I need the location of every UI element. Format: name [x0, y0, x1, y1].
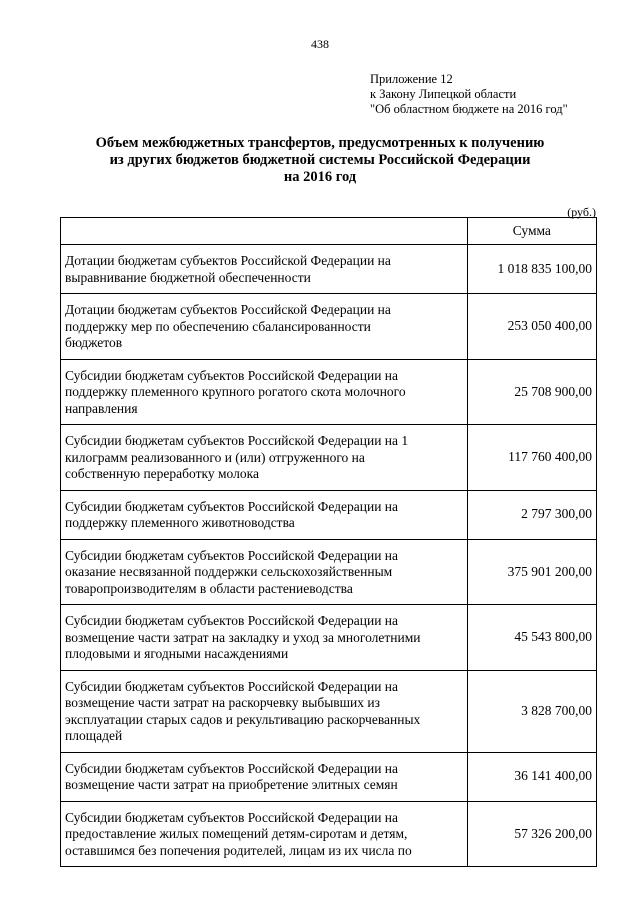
description-line: Субсидии бюджетам субъектов Российской Федерации на — [65, 367, 399, 383]
transfer-amount: 3 828 700,00 — [467, 670, 596, 752]
table-row — [61, 752, 597, 801]
description-line: Дотации бюджетам субъектов Российской Федерации на — [65, 253, 391, 268]
header-description-cell — [61, 218, 468, 245]
description-line: направления — [65, 400, 138, 416]
table-row — [61, 425, 597, 491]
transfer-amount: 36 141 400,00 — [467, 752, 596, 801]
table-header-row — [61, 218, 597, 245]
table-row — [61, 359, 597, 425]
table-row — [61, 801, 597, 867]
appendix-line: к Закону Липецкой области — [370, 87, 517, 101]
document-title — [40, 135, 600, 186]
transfer-description — [61, 245, 468, 294]
description-line: оставшимся без попечения родителей, лицам из их числа по — [65, 842, 412, 858]
transfer-amount: 45 543 800,00 — [467, 605, 596, 671]
table-row — [61, 670, 597, 752]
description-line: Субсидии бюджетам субъектов Российской Федерации на — [65, 498, 399, 514]
table-row — [61, 490, 597, 539]
transfer-amount: 25 708 900,00 — [467, 359, 596, 425]
description-line: выравнивание бюджетной обеспеченности — [65, 269, 311, 285]
transfers-table — [60, 217, 597, 867]
title-line: на 2016 год — [283, 169, 357, 185]
transfer-amount: 117 760 400,00 — [467, 425, 596, 491]
table-row — [61, 294, 597, 360]
transfer-amount: 57 326 200,00 — [467, 801, 596, 867]
transfer-description — [61, 605, 468, 671]
title-line: из других бюджетов бюджетной системы Российской Федерации — [109, 152, 531, 168]
description-line: бюджетов — [65, 335, 123, 350]
description-line: килограмм реализованного и (или) отгруженного на — [65, 449, 365, 465]
description-line: Субсидии бюджетам субъектов Российской Федерации на — [65, 809, 399, 825]
table-row — [61, 245, 597, 294]
description-line: Дотации бюджетам субъектов Российской Федерации на — [65, 302, 391, 317]
description-line: оказание несвязанной поддержки сельскохозяйственным — [65, 564, 393, 579]
description-line: Субсидии бюджетам субъектов Российской Федерации на — [65, 760, 399, 776]
description-line: предоставление жилых помещений детям-сиротам и детям, — [65, 826, 408, 841]
transfer-description — [61, 670, 468, 752]
description-line: Субсидии бюджетам субъектов Российской Федерации на — [65, 613, 399, 628]
transfers-table-body — [61, 218, 597, 867]
transfer-description — [61, 539, 468, 605]
transfer-amount: 1 018 835 100,00 — [467, 245, 596, 294]
description-line: возмещение части затрат на приобретение элитных семян — [65, 777, 398, 792]
transfer-description — [61, 752, 468, 801]
description-line: поддержку мер по обеспечению сбалансированности — [65, 318, 371, 334]
description-line: Субсидии бюджетам субъектов Российской Федерации на — [65, 547, 399, 563]
table-row — [61, 539, 597, 605]
description-line: возмещение части затрат на раскорчевку выбывших из — [65, 695, 380, 710]
transfer-description — [61, 294, 468, 360]
header-amount-cell: Сумма — [467, 218, 596, 245]
appendix-line: Приложение 12 — [370, 72, 453, 86]
description-line: Субсидии бюджетам субъектов Российской Федерации на 1 — [65, 433, 409, 448]
transfer-description — [61, 490, 468, 539]
description-line: поддержку племенного крупного рогатого скота молочного — [65, 384, 406, 399]
description-line: поддержку племенного животноводства — [65, 515, 295, 530]
transfer-amount: 253 050 400,00 — [467, 294, 596, 360]
description-line: плодовыми и ягодными насаждениями — [65, 646, 289, 661]
page-number: 438 — [311, 37, 329, 51]
description-line: возмещение части затрат на закладку и уход за многолетними — [65, 629, 421, 645]
transfer-description — [61, 801, 468, 867]
title-line: Объем межбюджетных трансфертов, предусмотренных к получению — [95, 135, 545, 151]
transfer-description — [61, 425, 468, 491]
transfer-description — [61, 359, 468, 425]
transfer-amount: 2 797 300,00 — [467, 490, 596, 539]
description-line: собственную переработку молока — [65, 466, 259, 481]
description-line: Субсидии бюджетам субъектов Российской Федерации на — [65, 678, 399, 694]
transfer-amount: 375 901 200,00 — [467, 539, 596, 605]
description-line: эксплуатации старых садов и рекультивацию раскорчеванных — [65, 711, 421, 727]
description-line: площадей — [65, 728, 123, 743]
appendix-line: "Об областном бюджете на 2016 год" — [370, 102, 568, 116]
description-line: товаропроизводителям в области растениеводства — [65, 580, 353, 596]
appendix-note — [370, 72, 630, 117]
table-row — [61, 605, 597, 671]
currency-unit: (руб.) — [567, 205, 596, 219]
